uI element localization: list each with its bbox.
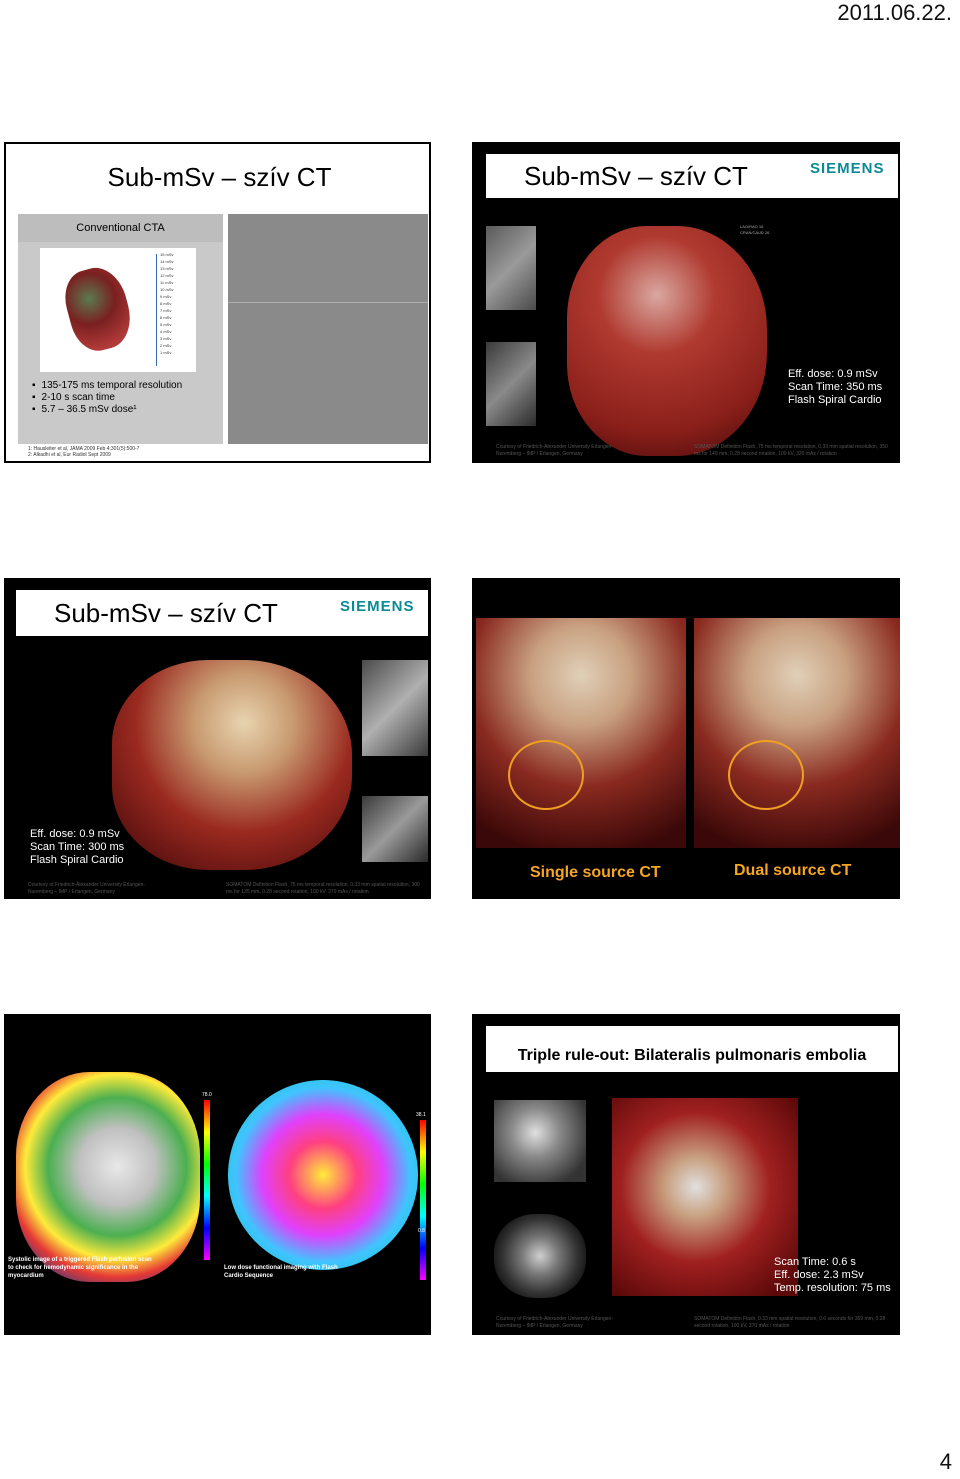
single-source-label: Single source CT bbox=[530, 864, 661, 881]
slide-title: Sub-mSv – szív CT bbox=[524, 160, 748, 191]
slide-title: Sub-mSv – szív CT bbox=[107, 162, 332, 192]
somatom-note: SOMATOM Definition Flash, 75 ms temporal resolution, 0.33 mm spatial resolution, 300 ms for 135 mm, 0.28 second rotation, 100 kV, 370 mAs / rotation bbox=[226, 882, 420, 895]
slide-2 bbox=[472, 142, 900, 463]
scale-bar bbox=[156, 254, 157, 366]
vessel-image-top bbox=[486, 226, 536, 310]
highlight-circle-right bbox=[728, 740, 804, 810]
somatom-note: SOMATOM Definition Flash, 0.33 mm spatial resolution, 0.6 seconds for 369 mm, 0.28 second rotation, 100 kV, 370 mAs / rotation bbox=[694, 1316, 886, 1329]
sagittal-ct-image bbox=[494, 1100, 586, 1182]
polar-map-image bbox=[228, 1080, 418, 1270]
slide-1 bbox=[4, 142, 431, 463]
heart-image bbox=[58, 262, 137, 357]
scale-max-right: 38.1 bbox=[416, 1112, 426, 1118]
somatom-note: SOMATOM Definition Flash, 75 ms temporal resolution, 0.33 mm spatial resolution, 350 ms for 149 mm, 0.28 second rotation, 100 kV, 320 mAs / rotation bbox=[694, 444, 888, 457]
functional-caption: Low dose functional imaging with Flash Cardio Sequence bbox=[224, 1265, 338, 1279]
courtesy-note: Courtesy of Friedrich-Alexander University Erlangen-Nuremberg – IMP / Erlangen, Germany bbox=[496, 444, 613, 457]
slide-6 bbox=[472, 1014, 900, 1335]
page-number: 4 bbox=[939, 1449, 952, 1474]
scan-stats: Scan Time: 0.6 s Eff. dose: 2.3 mSv Temp. resolution: 75 ms bbox=[774, 1256, 891, 1294]
courtesy-note: Courtesy of Friedrich-Alexander University Erlangen-Nuremberg – IMP / Erlangen, Germany bbox=[28, 882, 145, 895]
slide-title: Triple rule-out: Bilateralis pulmonaris embolia bbox=[517, 1047, 867, 1064]
bullet-item: ▪ 135-175 ms temporal resolution bbox=[32, 380, 183, 391]
slide-5 bbox=[4, 1014, 431, 1335]
single-source-image bbox=[476, 618, 686, 848]
dose-figure: 15 mSv 14 mSv 13 mSv 12 mSv 11 mSv 10 mSv 9 mSv 8 mSv 7 mSv 6 mSv 5 mSv 4 mSv 3 mSv 2 mSv 1 mSv bbox=[40, 248, 196, 372]
heart-3d-image bbox=[112, 660, 352, 870]
divider-line bbox=[228, 302, 428, 303]
color-scale-right bbox=[420, 1120, 426, 1280]
references: 1: Hausleiter et al, JAMA 2009 Feb 4;301(5):500-7 2: Alkadhi et al, Eur Radiol Sept 2009 bbox=[28, 446, 140, 458]
scan-stats: Eff. dose: 0.9 mSv Scan Time: 350 ms Flash Spiral Cardio bbox=[788, 368, 883, 406]
dual-source-label: Dual source CT bbox=[734, 862, 852, 879]
vessel-image-top bbox=[362, 660, 428, 756]
slide-3 bbox=[4, 578, 431, 899]
vessel-image-bottom bbox=[362, 796, 428, 862]
siemens-logo: SIEMENS bbox=[810, 160, 885, 177]
color-scale-left bbox=[204, 1100, 210, 1260]
highlight-circle-left bbox=[508, 740, 584, 810]
scale-min-right: 0.8 bbox=[418, 1228, 425, 1234]
bullet-item: ▪ 5.7 – 36.5 mSv dose¹ bbox=[32, 404, 137, 415]
courtesy-note: Courtesy of Friedrich-Alexander University Erlangen-Nuremberg – IMP / Erlangen, Germany bbox=[496, 1316, 613, 1329]
slide-4 bbox=[472, 578, 900, 899]
siemens-logo: SIEMENS bbox=[340, 598, 415, 615]
right-panel bbox=[228, 214, 428, 444]
chest-3d-image bbox=[612, 1098, 798, 1296]
slide-title: Sub-mSv – szív CT bbox=[54, 597, 278, 628]
bullet-list bbox=[32, 380, 182, 416]
heart-3d-image bbox=[567, 224, 770, 456]
title-bar bbox=[486, 1026, 898, 1072]
vessel-image-bottom bbox=[486, 342, 536, 426]
scan-stats: Eff. dose: 0.9 mSv Scan Time: 300 ms Flash Spiral Cardio bbox=[30, 828, 125, 866]
perfusion-caption: Systolic image of a triggered Flash perfusion scan to check for hemodynamic significance in the myocardium bbox=[8, 1257, 152, 1279]
scale-max-left: 78.0 bbox=[202, 1092, 212, 1098]
perfusion-image bbox=[16, 1072, 200, 1282]
section-label: Conventional CTA bbox=[18, 214, 223, 242]
page-date: 2011.06.22. bbox=[837, 0, 952, 25]
bullet-item: ▪ 2-10 s scan time bbox=[32, 392, 115, 403]
axial-ct-image bbox=[494, 1214, 586, 1298]
dual-source-image bbox=[694, 618, 900, 848]
angle-overlay: LAO/RAO 16 CRAN/CAUD 26 bbox=[740, 224, 770, 235]
